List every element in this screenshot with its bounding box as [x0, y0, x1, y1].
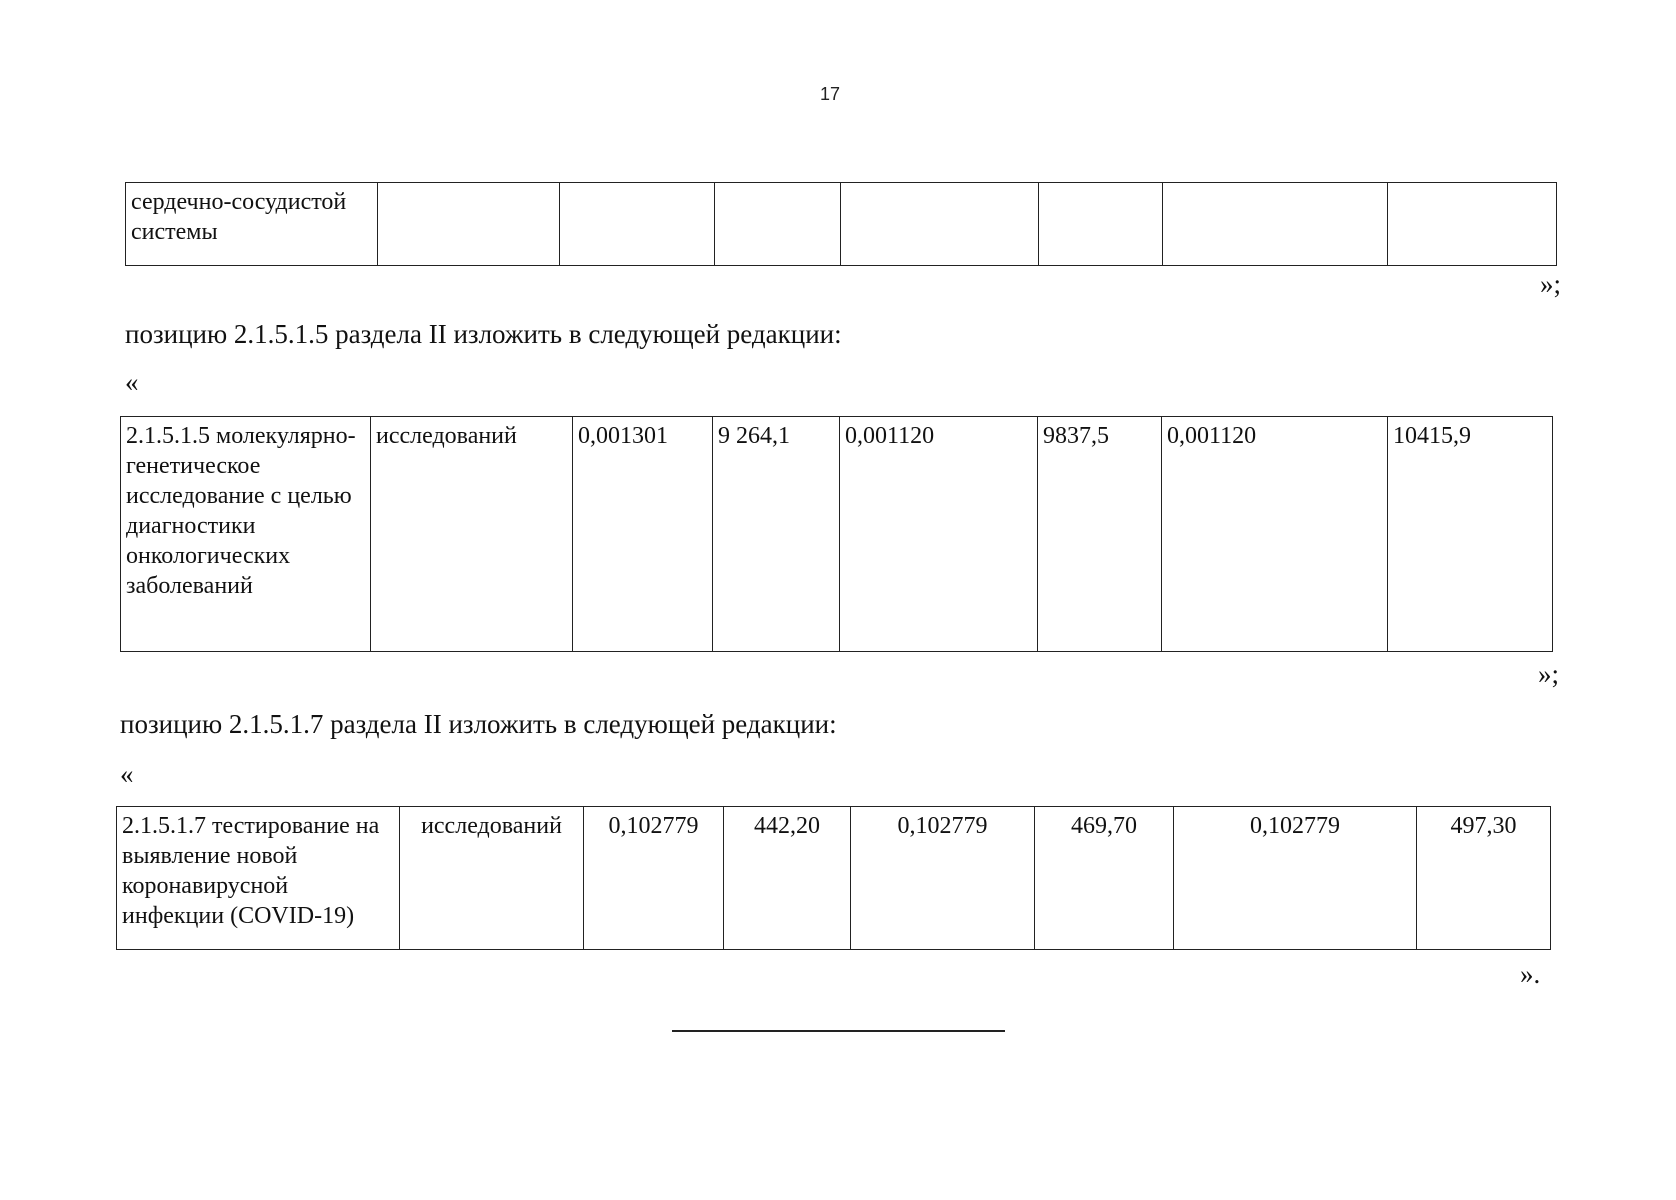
table-cell [1163, 183, 1388, 266]
table-cell [560, 183, 715, 266]
table-cell: 0,001301 [573, 417, 713, 652]
position-table-2-1-5-1-7 [116, 806, 1551, 950]
table-cell [1388, 183, 1557, 266]
table-cell: 0,001120 [840, 417, 1038, 652]
table-cell-name: сердечно-сосудистой системы [126, 183, 378, 266]
continuation-table [125, 182, 1557, 266]
table-row [121, 417, 1553, 652]
closing-quote: »; [1540, 269, 1562, 299]
table-cell-name: 2.1.5.1.7 тестирование на выявление новой коронавирусной инфекции (COVID-19) [117, 807, 400, 950]
page-number: 17 [820, 84, 841, 104]
table-cell-unit: исследований [371, 417, 573, 652]
table-cell [841, 183, 1039, 266]
instruction-text: позицию 2.1.5.1.7 раздела II изложить в следующей редакции: [120, 709, 837, 739]
table-cell [715, 183, 841, 266]
table-cell: 0,102779 [584, 807, 724, 950]
table-cell: 442,20 [724, 807, 851, 950]
closing-quote: ». [1520, 959, 1541, 989]
table-row [117, 807, 1551, 950]
table-cell: 10415,9 [1388, 417, 1553, 652]
position-table-2-1-5-1-5 [120, 416, 1553, 652]
table-cell: 0,102779 [851, 807, 1035, 950]
table-cell-name: 2.1.5.1.5 молекулярно-генетическое исследование с целью диагностики онкологических заболеваний [121, 417, 371, 652]
closing-quote: »; [1538, 659, 1560, 689]
table-cell: 0,102779 [1174, 807, 1417, 950]
opening-quote: « [125, 367, 139, 397]
footer-rule [672, 1030, 1005, 1032]
table-row [126, 183, 1557, 266]
table-cell: 9 264,1 [713, 417, 840, 652]
instruction-text: позицию 2.1.5.1.5 раздела II изложить в следующей редакции: [125, 319, 842, 349]
table-cell: 0,001120 [1162, 417, 1388, 652]
table-cell-unit: исследований [400, 807, 584, 950]
table-cell-unit [378, 183, 560, 266]
table-cell [1039, 183, 1163, 266]
table-cell: 497,30 [1417, 807, 1551, 950]
opening-quote: « [120, 759, 134, 789]
table-cell: 9837,5 [1038, 417, 1162, 652]
table-cell: 469,70 [1035, 807, 1174, 950]
